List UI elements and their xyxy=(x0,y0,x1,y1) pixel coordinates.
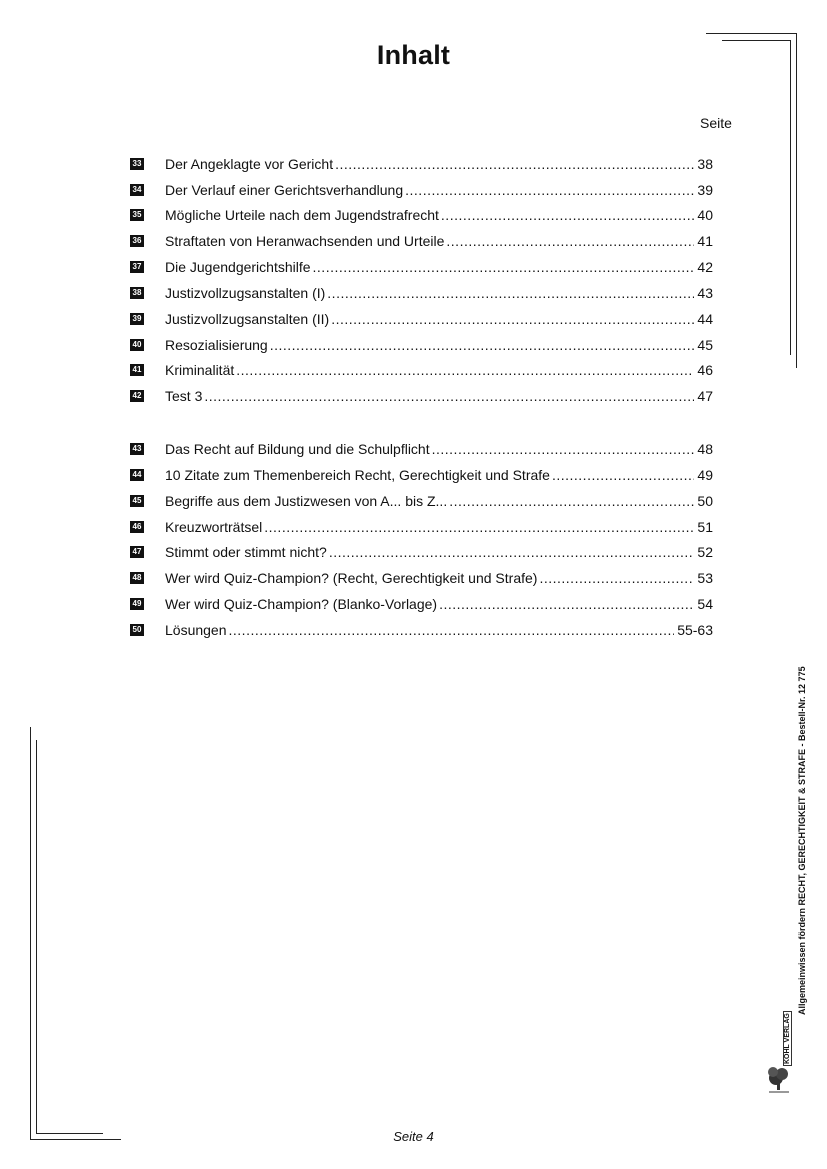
entry-title: Straftaten von Heranwachsenden und Urteile xyxy=(165,233,445,249)
toc-entry xyxy=(130,594,713,614)
entry-title: Justizvollzugsanstalten (I) xyxy=(165,285,326,301)
entry-number: 41 xyxy=(130,364,144,376)
entry-page: 46 xyxy=(697,362,713,378)
entry-page: 55-63 xyxy=(677,622,713,638)
dot-leader xyxy=(439,596,694,612)
entry-title: Stimmt oder stimmt nicht? xyxy=(165,544,327,560)
entry-title: Der Angeklagte vor Gericht xyxy=(165,156,334,172)
toc-entry xyxy=(130,439,713,459)
toc-entry xyxy=(130,465,713,485)
entry-page: 38 xyxy=(697,156,713,172)
entry-page: 40 xyxy=(697,207,713,223)
side-caption: Allgemeinwissen fördern RECHT, GERECHTIGKEIT & STRAFE - Bestell-Nr. 12 775 xyxy=(797,666,807,1015)
entry-number: 49 xyxy=(130,598,144,610)
entry-number: 39 xyxy=(130,313,144,325)
entry-number: 46 xyxy=(130,521,144,533)
dot-leader xyxy=(264,519,694,535)
toc-entry xyxy=(130,335,713,355)
entry-number: 36 xyxy=(130,235,144,247)
toc-entry xyxy=(130,154,713,174)
entry-number: 44 xyxy=(130,469,144,481)
frame-line-left xyxy=(30,727,31,1139)
entry-page: 51 xyxy=(697,519,713,535)
dot-leader xyxy=(432,441,695,457)
dot-leader xyxy=(313,259,695,275)
publisher-logo xyxy=(765,1013,795,1095)
entry-title: Kreuzworträtsel xyxy=(165,519,263,535)
entry-page: 50 xyxy=(697,493,713,509)
entry-title: Die Jugendgerichtshilfe xyxy=(165,259,311,275)
entry-title: Mögliche Urteile nach dem Jugendstrafrecht xyxy=(165,207,439,223)
entry-number: 43 xyxy=(130,443,144,455)
toc-entry xyxy=(130,231,713,251)
dot-leader xyxy=(335,156,694,172)
dot-leader xyxy=(331,311,694,327)
frame-line-top-inner xyxy=(722,40,791,41)
dot-leader xyxy=(327,285,694,301)
dot-leader xyxy=(539,570,694,586)
dot-leader xyxy=(204,388,694,404)
dot-leader xyxy=(270,337,695,353)
entry-number: 34 xyxy=(130,184,144,196)
entry-page: 39 xyxy=(697,182,713,198)
toc-entry xyxy=(130,517,713,537)
toc-entry xyxy=(130,568,713,588)
entry-number: 50 xyxy=(130,624,144,636)
entry-page: 47 xyxy=(697,388,713,404)
entry-page: 42 xyxy=(697,259,713,275)
dot-leader xyxy=(552,467,694,483)
entry-title: Resozialisierung xyxy=(165,337,268,353)
entry-number: 48 xyxy=(130,572,144,584)
entry-title: Das Recht auf Bildung und die Schulpflicht xyxy=(165,441,430,457)
entry-title: Wer wird Quiz-Champion? (Recht, Gerechtigkeit und Strafe) xyxy=(165,570,538,586)
entry-number: 38 xyxy=(130,287,144,299)
entry-page: 43 xyxy=(697,285,713,301)
frame-line-top xyxy=(706,33,796,34)
entry-number: 33 xyxy=(130,158,144,170)
toc-entry xyxy=(130,283,713,303)
dot-leader xyxy=(441,207,695,223)
entry-title: Test 3 xyxy=(165,388,203,404)
dot-leader xyxy=(236,362,694,378)
entry-page: 54 xyxy=(697,596,713,612)
entry-title: 10 Zitate zum Themenbereich Recht, Gerechtigkeit und Strafe xyxy=(165,467,550,483)
entry-title: Justizvollzugsanstalten (II) xyxy=(165,311,330,327)
toc-entry xyxy=(130,620,713,640)
frame-line-right xyxy=(796,33,797,368)
toc-entry xyxy=(130,205,713,225)
dot-leader xyxy=(229,622,675,638)
toc-entry xyxy=(130,491,713,511)
entry-number: 42 xyxy=(130,390,144,402)
entry-title: Lösungen xyxy=(165,622,227,638)
entry-page: 48 xyxy=(697,441,713,457)
toc-entry xyxy=(130,542,713,562)
entry-title: Wer wird Quiz-Champion? (Blanko-Vorlage) xyxy=(165,596,438,612)
entry-page: 52 xyxy=(697,544,713,560)
dot-leader xyxy=(446,233,694,249)
entry-number: 45 xyxy=(130,495,144,507)
page-column-label: Seite xyxy=(700,115,732,131)
entry-title: Kriminalität xyxy=(165,362,235,378)
page-footer: Seite 4 xyxy=(393,1129,434,1144)
entry-page: 41 xyxy=(697,233,713,249)
entry-number: 47 xyxy=(130,546,144,558)
dot-leader xyxy=(449,493,694,509)
entry-number: 37 xyxy=(130,261,144,273)
publisher-logo-text: KOHL VERLAG xyxy=(784,1013,791,1064)
toc-entry xyxy=(130,360,713,380)
page-title: Inhalt xyxy=(376,40,451,70)
entry-number: 40 xyxy=(130,339,144,351)
toc-entry xyxy=(130,309,713,329)
dot-leader xyxy=(405,182,694,198)
entry-title: Begriffe aus dem Justizwesen von A... bis Z... xyxy=(165,493,448,509)
entry-number: 35 xyxy=(130,209,144,221)
frame-line-right-inner xyxy=(790,40,791,355)
toc-entry xyxy=(130,180,713,200)
toc-entry xyxy=(130,386,713,406)
entry-page: 49 xyxy=(697,467,713,483)
entry-title: Der Verlauf einer Gerichtsverhandlung xyxy=(165,182,404,198)
frame-line-left-inner xyxy=(36,740,37,1133)
entry-page: 45 xyxy=(697,337,713,353)
entry-page: 53 xyxy=(697,570,713,586)
toc-entry xyxy=(130,257,713,277)
entry-page: 44 xyxy=(697,311,713,327)
dot-leader xyxy=(329,544,695,560)
